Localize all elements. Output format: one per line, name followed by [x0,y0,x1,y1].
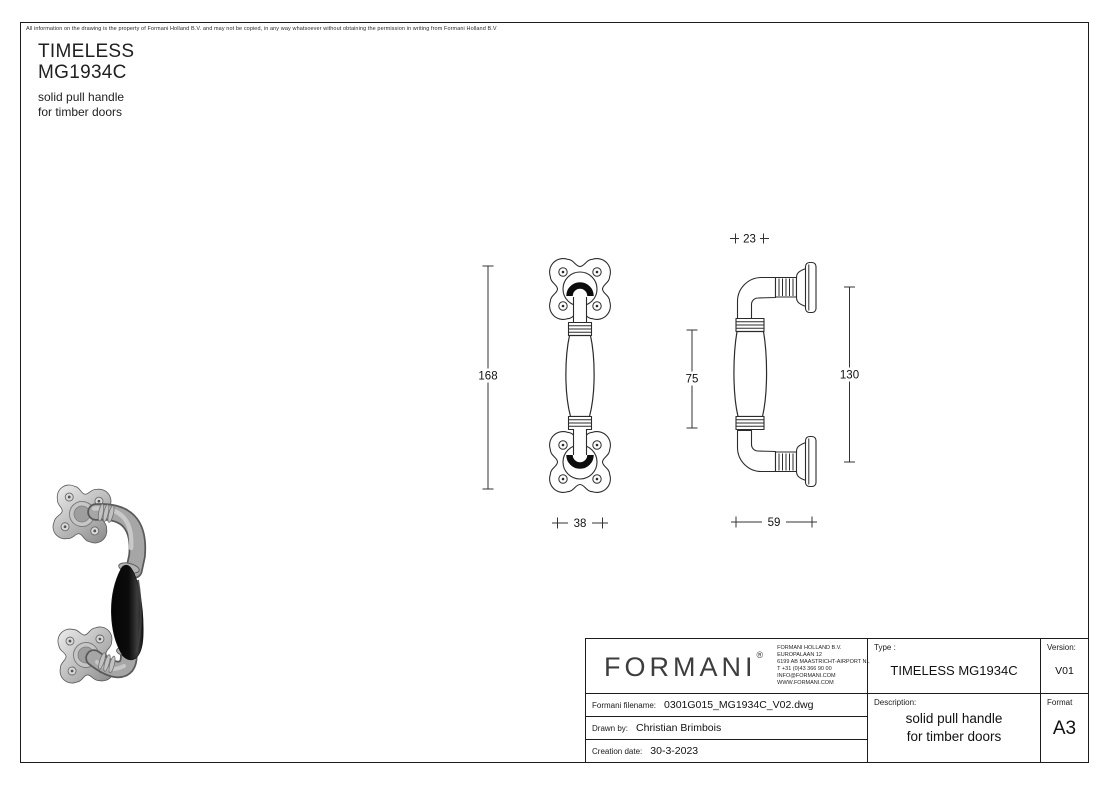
version-label: Version: [1047,643,1076,652]
company-address: FORMANI HOLLAND B.V. EUROPALAAN 12 6199 AB MAASTRICHT-AIRPORT NL T +31 (0)43 366 90 00 INFO@FORMANI.COM WWW.FORMANI.COM [777,645,870,686]
model-code: MG1934C [38,62,127,83]
formani-logo: FORMANI® [604,649,764,682]
format-label: Format [1047,698,1073,707]
subtitle-line2: for timber doors [38,104,123,119]
registered-mark: ® [756,649,764,660]
side-view [734,263,816,487]
drawn-by-value: Christian Brimbois [636,722,722,734]
format-value: A3 [1052,718,1077,739]
dim-side-top-width: 23 [743,233,756,246]
format-cell [1041,694,1088,762]
filename-label: Formani filename: [592,700,657,710]
type-value: TIMELESS MG1934C [890,663,1018,678]
dim-front-width: 38 [573,518,587,530]
dim-front-height: 168 [478,370,498,383]
meta-rows [586,694,868,762]
drawn-by-label: Drawn by: [592,723,629,733]
type-label: Type : [874,643,896,652]
creation-date-value: 30-3-2023 [650,745,699,757]
series-name: TIMELESS [38,41,135,62]
logo-cell [586,639,868,694]
version-cell [1041,639,1088,694]
product-render [51,483,143,683]
description-value: solid pull handle for timber doors [905,711,1003,744]
copyright-disclaimer: All information on the drawing is the property of Formani Holland B.V. and may not be copied, in any way whatsoever without obtaining the permission in writing from Formani Holland B.V [26,26,497,32]
description-cell [868,694,1041,762]
dim-side-centers: 130 [839,369,860,382]
front-view [550,259,611,493]
filename-row [586,694,867,717]
filename-value: 0301G015_MG1934C_V02.dwg [664,699,814,711]
creation-date-label: Creation date: [592,746,643,756]
creation-date-row [586,740,867,762]
subtitle-line1: solid pull handle [38,90,125,104]
version-value: V01 [1055,665,1074,677]
dim-side-depth: 59 [767,517,781,529]
drawn-by-row [586,717,867,740]
title-block [585,638,1089,763]
description-label: Description: [874,698,917,707]
type-cell [868,639,1041,694]
dim-side-grip-length: 75 [685,373,699,386]
